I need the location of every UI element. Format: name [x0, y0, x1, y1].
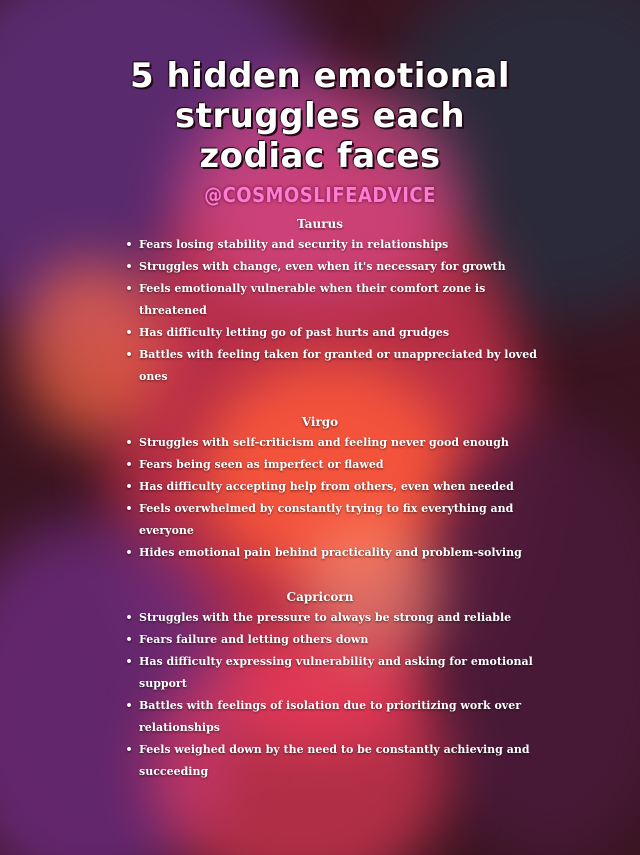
list-item: • Battles with feelings of isolation due to prioritizing work over relationships: [0, 695, 640, 739]
list-item: • Has difficulty letting go of past hurts and grudges: [0, 322, 640, 344]
section-taurus: [0, 214, 640, 388]
list-item: • Struggles with change, even when it's necessary for growth: [0, 256, 640, 278]
bullet-icon: •: [125, 348, 133, 361]
bullet-icon: •: [125, 699, 133, 712]
author-handle: @COSMOSLIFEADVICE: [204, 183, 436, 207]
title-line: zodiac faces: [199, 136, 441, 176]
list-item: • Feels emotionally vulnerable when their comfort zone is threatened: [0, 278, 640, 322]
bullet-icon: •: [125, 633, 133, 646]
list-item: • Struggles with the pressure to always be strong and reliable: [0, 607, 640, 629]
list-item: • Hides emotional pain behind practicality and problem-solving: [0, 542, 640, 564]
page-title: [0, 56, 640, 176]
list-item: • Fears being seen as imperfect or flawed: [0, 454, 640, 476]
list-item: • Battles with feeling taken for granted or unappreciated by loved ones: [0, 344, 640, 388]
bullet-icon: •: [125, 436, 133, 449]
title-line: struggles each: [174, 96, 466, 136]
bullet-icon: •: [125, 260, 133, 273]
list-item: • Feels overwhelmed by constantly trying to fix everything and everyone: [0, 498, 640, 542]
bullet-icon: •: [125, 655, 133, 668]
struggle-list: [0, 607, 640, 783]
bullet-icon: •: [125, 546, 133, 559]
struggle-list: [0, 234, 640, 388]
section-heading: Taurus: [296, 217, 344, 231]
list-item: • Has difficulty expressing vulnerability and asking for emotional support: [0, 651, 640, 695]
title-line: 5 hidden emotional: [129, 56, 511, 96]
bullet-icon: •: [125, 743, 133, 756]
bullet-icon: •: [125, 282, 133, 295]
list-item: • Has difficulty accepting help from others, even when needed: [0, 476, 640, 498]
list-item: • Struggles with self-criticism and feeling never good enough: [0, 432, 640, 454]
list-item: • Feels weighed down by the need to be constantly achieving and succeeding: [0, 739, 640, 783]
struggle-list: [0, 432, 640, 564]
section-virgo: [0, 412, 640, 564]
list-item: • Fears losing stability and security in relationships: [0, 234, 640, 256]
section-capricorn: [0, 587, 640, 783]
bullet-icon: •: [125, 458, 133, 471]
bullet-icon: •: [125, 480, 133, 493]
bullet-icon: •: [125, 326, 133, 339]
section-heading: Virgo: [301, 415, 339, 429]
bullet-icon: •: [125, 502, 133, 515]
bullet-icon: •: [125, 238, 133, 251]
section-heading: Capricorn: [286, 590, 354, 604]
bullet-icon: •: [125, 611, 133, 624]
list-item: • Fears failure and letting others down: [0, 629, 640, 651]
